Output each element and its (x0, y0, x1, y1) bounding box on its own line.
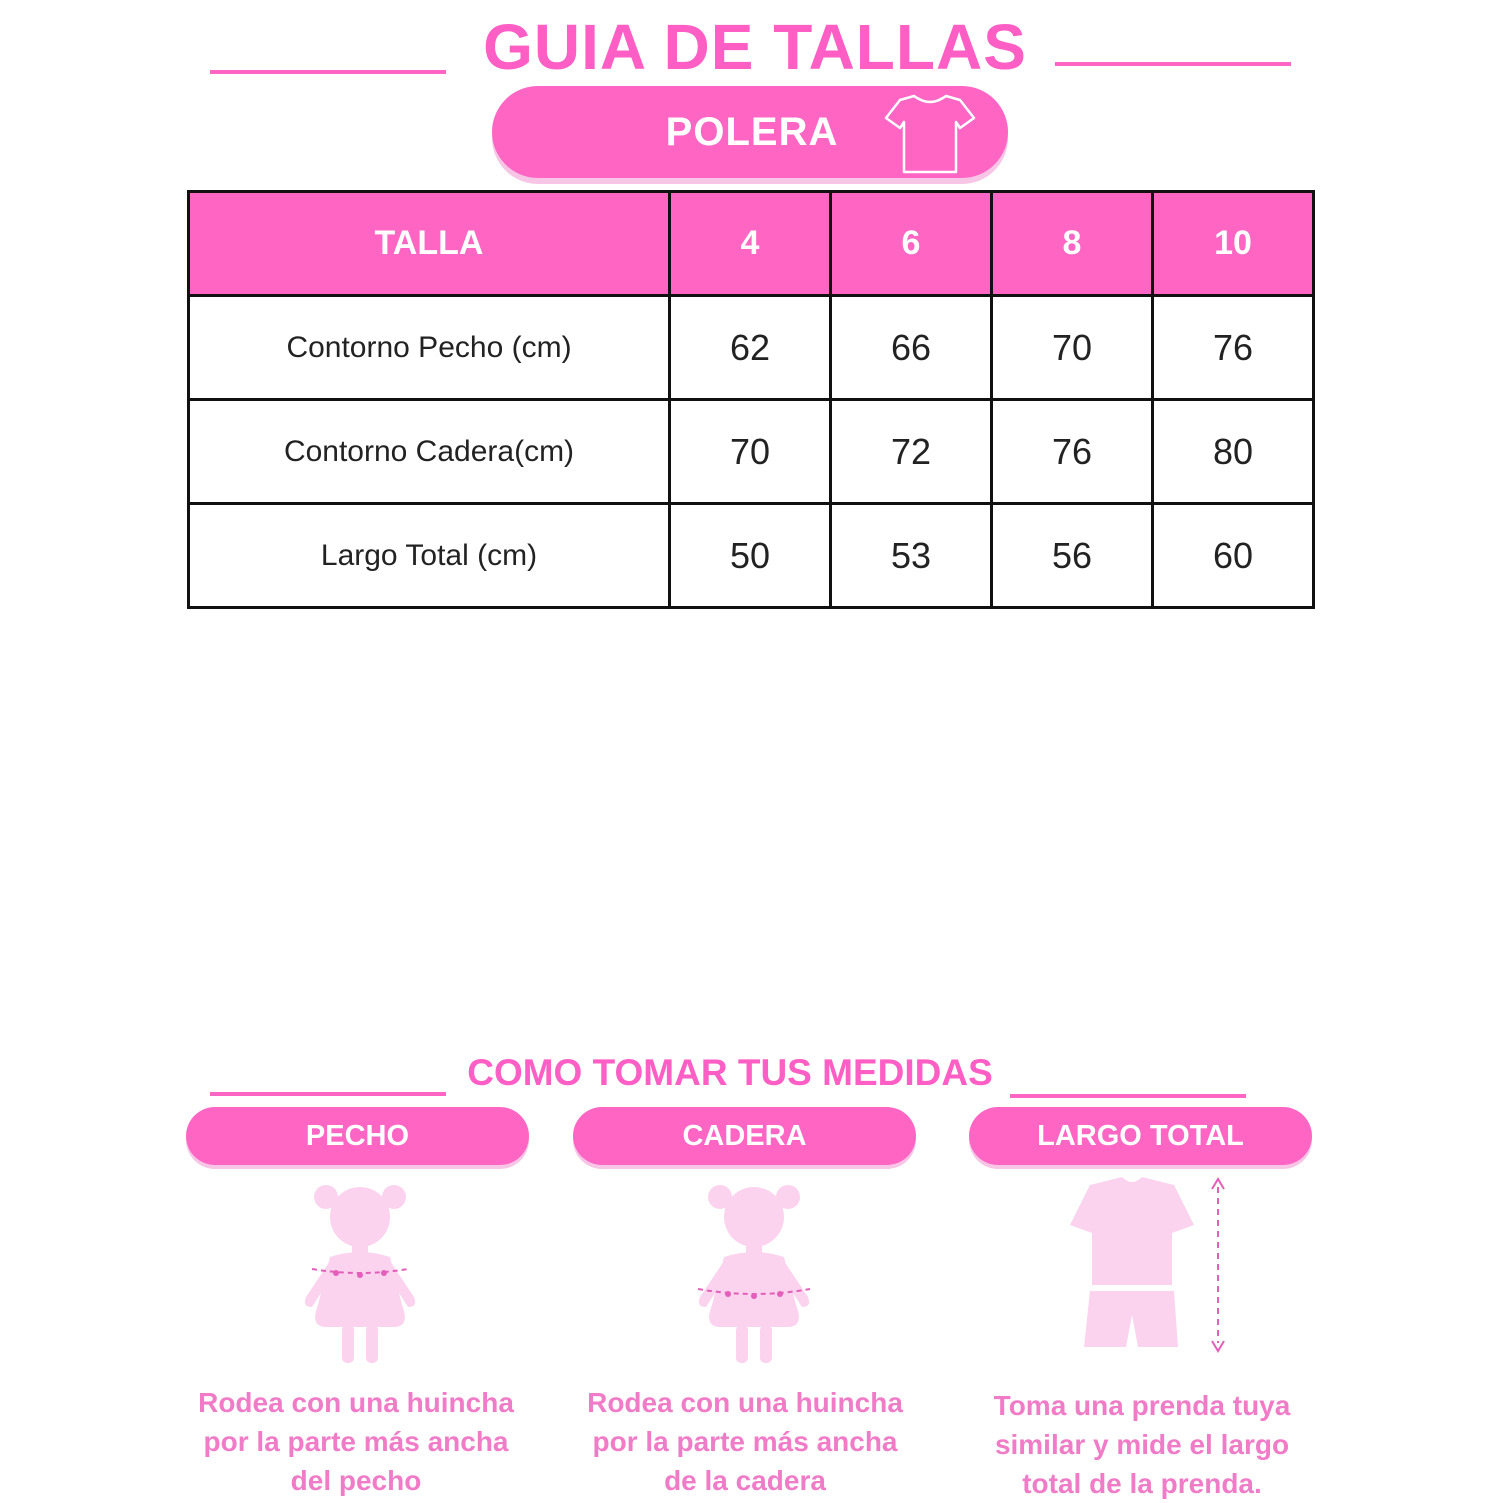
table-row (189, 504, 1314, 608)
row-label: Largo Total (cm) (189, 504, 670, 608)
header-size-10: 10 (1153, 192, 1314, 296)
description-line: del pecho (290, 1465, 422, 1496)
description-line: Toma una prenda tuya (993, 1390, 1291, 1421)
header-size-6: 6 (831, 192, 992, 296)
header-size-4: 4 (670, 192, 831, 296)
title-rule-right (1055, 62, 1291, 66)
garment-length-icon (1060, 1175, 1240, 1355)
title-rule-left (210, 70, 446, 74)
garment-badge (492, 86, 1008, 178)
description-line: por la parte más ancha (592, 1426, 898, 1457)
table-cell: 56 (992, 504, 1153, 608)
largo-total-pill: LARGO TOTAL (969, 1107, 1312, 1165)
tshirt-icon (882, 90, 978, 176)
description-line: por la parte más ancha (203, 1426, 509, 1457)
table-row (189, 296, 1314, 400)
description-line: Rodea con una huincha (587, 1387, 903, 1418)
table-cell: 76 (992, 400, 1153, 504)
page-title: GUIA DE TALLAS (483, 11, 1027, 83)
garment-label: POLERA (665, 110, 839, 154)
row-label: Contorno Pecho (cm) (189, 296, 670, 400)
table-cell: 72 (831, 400, 992, 504)
row-label: Contorno Cadera(cm) (189, 400, 670, 504)
description-line: similar y mide el largo (994, 1429, 1290, 1460)
description-line: de la cadera (664, 1465, 826, 1496)
girl-chest-measure-icon (290, 1175, 430, 1370)
header-talla: TALLA (189, 192, 670, 296)
table-cell: 53 (831, 504, 992, 608)
description-line: total de la prenda. (1022, 1468, 1262, 1499)
howto-rule-right (1010, 1094, 1246, 1098)
girl-hip-measure-icon (684, 1175, 824, 1370)
header-size-8: 8 (992, 192, 1153, 296)
cadera-description (555, 1383, 935, 1500)
size-table (187, 190, 1315, 609)
table-row (189, 400, 1314, 504)
table-header-row (189, 192, 1314, 296)
description-line: Rodea con una huincha (198, 1387, 514, 1418)
table-cell: 66 (831, 296, 992, 400)
table-cell: 70 (992, 296, 1153, 400)
table-cell: 80 (1153, 400, 1314, 504)
howto-title: COMO TOMAR TUS MEDIDAS (467, 1052, 993, 1093)
table-cell: 76 (1153, 296, 1314, 400)
cadera-pill: CADERA (573, 1107, 916, 1165)
pecho-description (166, 1383, 546, 1500)
howto-rule-left (210, 1092, 446, 1096)
largo-total-description (952, 1386, 1332, 1503)
table-cell: 70 (670, 400, 831, 504)
table-cell: 62 (670, 296, 831, 400)
table-cell: 50 (670, 504, 831, 608)
pecho-pill: PECHO (186, 1107, 529, 1165)
table-cell: 60 (1153, 504, 1314, 608)
